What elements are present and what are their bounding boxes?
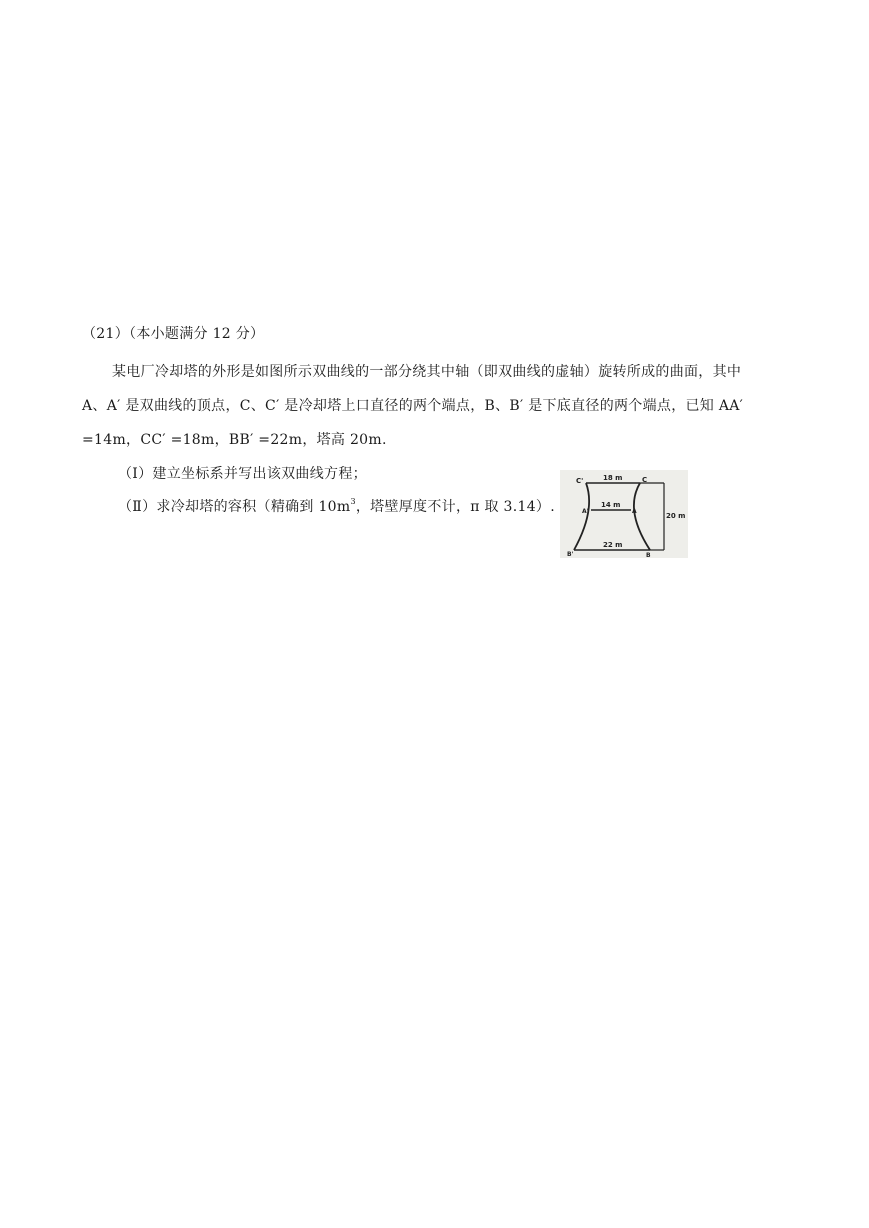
problem-text-line-3: =14m，CC′ =18m，BB′ =22m，塔高 20m. [82, 432, 387, 448]
problem-heading: （21）（本小题满分 12 分） [82, 326, 265, 342]
mid-width-label: 14 m [601, 501, 621, 509]
label-c-prime: C' [576, 477, 584, 485]
label-a: A [632, 508, 637, 515]
problem-text-line-1: 某电厂冷却塔的外形是如图所示双曲线的一部分绕其中轴（即双曲线的虚轴）旋转所成的曲面，其中 [112, 364, 742, 380]
question-part-1: （Ⅰ）建立坐标系并写出该双曲线方程； [118, 466, 367, 482]
question-part-2 [118, 497, 555, 517]
question-part-2-text: （Ⅱ）求冷却塔的容积（精确到 10m [118, 499, 351, 515]
left-hyperbola-curve [574, 483, 589, 550]
label-b-prime: B' [567, 551, 574, 558]
top-width-label: 18 m [603, 474, 623, 482]
problem-text-line-2: A、A′ 是双曲线的顶点，C、C′ 是冷却塔上口直径的两个端点，B、B′ 是下底直径的两个端点，已知 AA′ [82, 398, 744, 414]
label-c: C [642, 476, 648, 484]
label-b: B [646, 552, 651, 558]
cubic-superscript: 3 [350, 497, 356, 506]
cooling-tower-figure [560, 470, 688, 558]
label-a-prime: A' [582, 508, 589, 515]
cooling-tower-diagram [560, 470, 688, 558]
question-part-2-text-end: ，塔壁厚度不计，π 取 3.14）. [355, 499, 555, 515]
height-label: 20 m [666, 512, 686, 520]
bottom-width-label: 22 m [603, 541, 623, 549]
right-hyperbola-curve [634, 483, 650, 550]
